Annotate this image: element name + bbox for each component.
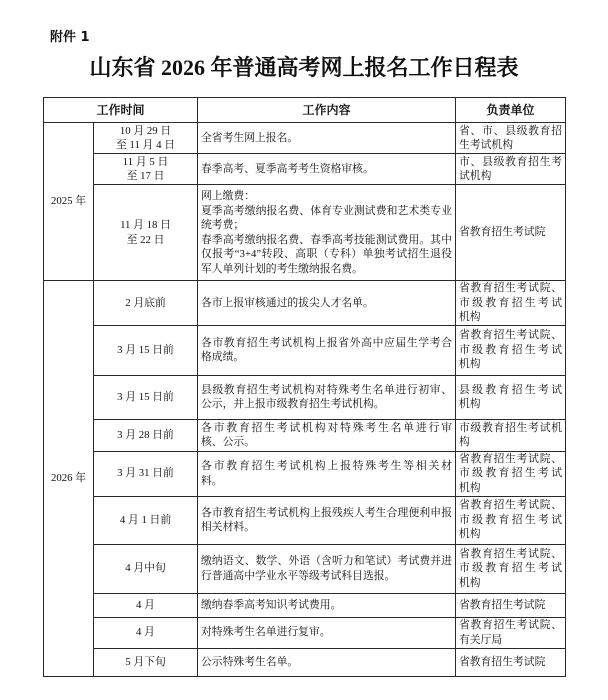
date-cell [94, 281, 198, 326]
content-line: 缴纳春季高考知识考试费用。 [201, 598, 342, 611]
date-cell [94, 648, 198, 676]
content-paragraph [201, 506, 452, 535]
date-cell [94, 496, 198, 544]
header-row [44, 98, 566, 123]
date-cell [94, 451, 198, 496]
unit-cell [456, 648, 566, 676]
schedule-row [44, 593, 566, 617]
content-paragraph [201, 204, 452, 233]
content-line: 格成绩。 [201, 351, 245, 363]
date-cell [94, 419, 198, 451]
content-line: 公示，并上报市级教育招生考试机构。 [201, 398, 385, 410]
content-cell [198, 593, 456, 617]
content-cell [198, 451, 456, 496]
unit-line: 机构 [459, 358, 481, 371]
attachment-label: 附件 1 [50, 30, 90, 45]
unit-line: 省教育招生考试院、 [459, 329, 563, 342]
unit-line: 机构 [459, 398, 481, 410]
unit-cell [456, 496, 566, 544]
content-paragraph [201, 459, 452, 488]
header-responsible-unit: 负责单位 [456, 98, 566, 123]
year-cell [44, 123, 94, 281]
unit-cell [456, 281, 566, 326]
content-paragraph [201, 625, 452, 640]
unit-cell [456, 544, 566, 593]
content-paragraph [201, 383, 452, 412]
date-cell [94, 375, 198, 419]
content-cell [198, 185, 456, 281]
content-line: 公示特殊考生名单。 [201, 655, 299, 668]
content-paragraph [201, 296, 452, 311]
schedule-row [44, 648, 566, 676]
unit-line: 构 [459, 436, 470, 448]
schedule-row [44, 496, 566, 544]
unit-line: 试机构 [459, 170, 492, 182]
content-paragraph [201, 131, 452, 146]
content-cell [198, 325, 456, 375]
schedule-row [44, 617, 566, 648]
content-cell [198, 123, 456, 154]
year-label: 2026 年 [50, 472, 87, 484]
unit-line: 省教育招生考试院、 [459, 282, 563, 294]
unit-cell [456, 419, 566, 451]
content-line: 春季高考、夏季高考考生资格审核。 [201, 162, 374, 175]
unit-cell [456, 451, 566, 496]
content-line: 夏季高考缴纳报名费、体育专业测试费和艺术类专业 [201, 204, 453, 217]
date-line: 11 月 5 日 [122, 155, 169, 168]
unit-cell [456, 185, 566, 281]
content-line: 缴纳语文、数学、外语（含听力和笔试）考试费并进 [201, 555, 453, 567]
date-line: 4 月 [136, 598, 155, 611]
unit-line: 机构 [459, 311, 481, 323]
schedule-body [44, 123, 566, 677]
content-paragraph [201, 189, 452, 204]
unit-cell [456, 123, 566, 154]
date-cell [94, 325, 198, 375]
content-paragraph [201, 421, 452, 450]
content-cell [198, 617, 456, 648]
unit-cell [456, 154, 566, 185]
date-line: 11 月 18 日 [120, 219, 171, 231]
unit-line: 生考试机构 [459, 139, 513, 151]
unit-line: 市级教育招生考试 [459, 467, 563, 480]
content-paragraph [201, 162, 452, 177]
unit-cell [456, 325, 566, 375]
date-cell [94, 123, 198, 154]
schedule-row [44, 451, 566, 496]
content-line: 各市上报审核通过的拔尖人才名单。 [201, 296, 374, 309]
date-cell [94, 544, 198, 593]
page-title: 山东省 2026 年普通高考网上报名工作日程表 [89, 55, 519, 80]
content-cell [198, 648, 456, 676]
date-line: 4 月中旬 [125, 562, 166, 575]
schedule-row [44, 281, 566, 326]
header-work-time: 工作时间 [44, 98, 198, 123]
content-paragraph [201, 598, 452, 613]
unit-line: 有关厅局 [459, 633, 503, 646]
year-cell [44, 281, 94, 677]
content-cell [198, 419, 456, 451]
content-cell [198, 496, 456, 544]
schedule-table [43, 97, 566, 677]
date-line: 至 22 日 [126, 233, 165, 246]
unit-line: 市级教育招生考试机 [459, 421, 563, 434]
content-line: 军人单列计划的考生缴纳报名费。 [201, 262, 363, 275]
schedule-row [44, 375, 566, 419]
schedule-row [44, 419, 566, 451]
schedule-row [44, 154, 566, 185]
unit-line: 省教育招生考试院、 [459, 499, 563, 512]
date-line: 3 月 31 日前 [117, 467, 174, 480]
unit-line: 省教育招生考试院 [459, 226, 546, 239]
schedule-row [44, 123, 566, 154]
date-line: 3 月 15 日前 [117, 343, 174, 356]
unit-cell [456, 593, 566, 617]
content-line: 县级教育招生考试机构对特殊考生名单进行初审、 [201, 383, 453, 396]
content-paragraph [201, 336, 452, 365]
header-work-content: 工作内容 [198, 98, 456, 123]
date-line: 4 月 [136, 626, 155, 639]
content-cell [198, 375, 456, 419]
year-label: 2025 年 [50, 195, 87, 208]
schedule-row [44, 185, 566, 281]
unit-line: 省教育招生考试院 [459, 598, 546, 611]
unit-line: 市级教育招生考试 [459, 343, 563, 356]
date-line: 4 月 1 日前 [119, 513, 172, 526]
date-cell [94, 593, 198, 617]
date-line: 5 月下旬 [125, 655, 166, 668]
content-line: 全省考生网上报名。 [201, 131, 299, 144]
content-line: 料。 [201, 474, 223, 487]
unit-line: 市级教育招生考试 [459, 562, 563, 575]
unit-line: 省教育招生考试院、 [459, 452, 563, 465]
content-line: 网上缴费： [201, 190, 255, 202]
content-line: 各市教育招生考试机构上报特殊考生等相关材 [201, 460, 453, 472]
unit-line: 机构 [459, 576, 481, 589]
unit-line: 省教育招生考试院 [459, 655, 546, 668]
content-line: 相关材料。 [201, 521, 255, 533]
schedule-row [44, 325, 566, 375]
date-line: 2 月底前 [125, 296, 166, 309]
content-cell [198, 281, 456, 326]
unit-line: 省、市、县级教育招 [459, 124, 563, 137]
content-line: 各市教育招生考试机构对特殊考生名单进行审 [201, 421, 453, 434]
content-line: 对特殊考生名单进行复审。 [201, 626, 331, 639]
unit-cell [456, 617, 566, 648]
content-line: 各市教育招生考试机构上报省外高中应届生学考合 [201, 336, 453, 349]
unit-line: 机构 [459, 528, 481, 541]
unit-line: 省教育招生考试院、 [459, 547, 563, 560]
unit-line: 市级教育招生考试 [459, 296, 563, 309]
content-paragraph [201, 233, 452, 277]
unit-line: 省教育招生考试院、 [459, 619, 563, 631]
date-line: 3 月 28 日前 [117, 428, 174, 441]
content-paragraph [201, 554, 452, 583]
date-cell [94, 185, 198, 281]
content-cell [198, 154, 456, 185]
date-cell [94, 154, 198, 185]
content-line: 核、公示。 [201, 436, 255, 448]
schedule-row [44, 544, 566, 593]
content-line: 行普通高中学业水平等级考试科目选报。 [201, 569, 396, 582]
unit-line: 县级教育招生考试 [459, 383, 563, 396]
unit-line: 市、县级教育招生考 [459, 155, 563, 168]
content-paragraph [201, 655, 452, 670]
unit-line: 机构 [459, 481, 481, 494]
content-line: 春季高考缴纳报名费、春季高考技能测试费用。其中 [201, 233, 453, 246]
date-cell [94, 617, 198, 648]
content-cell [198, 544, 456, 593]
unit-cell [456, 375, 566, 419]
date-line: 3 月 15 日前 [117, 390, 174, 403]
date-line: 至 17 日 [126, 170, 165, 182]
date-line: 至 11 月 4 日 [116, 139, 175, 151]
content-line: 各市教育招生考试机构上报残疾人考生合理便利申报 [201, 506, 453, 519]
date-line: 10 月 29 日 [119, 124, 172, 137]
content-line: 仅报考“3+4”转段、高职（专科）单独考试招生退役 [201, 248, 453, 260]
unit-line: 市级教育招生考试 [459, 513, 563, 526]
content-line: 统考费； [201, 219, 245, 231]
